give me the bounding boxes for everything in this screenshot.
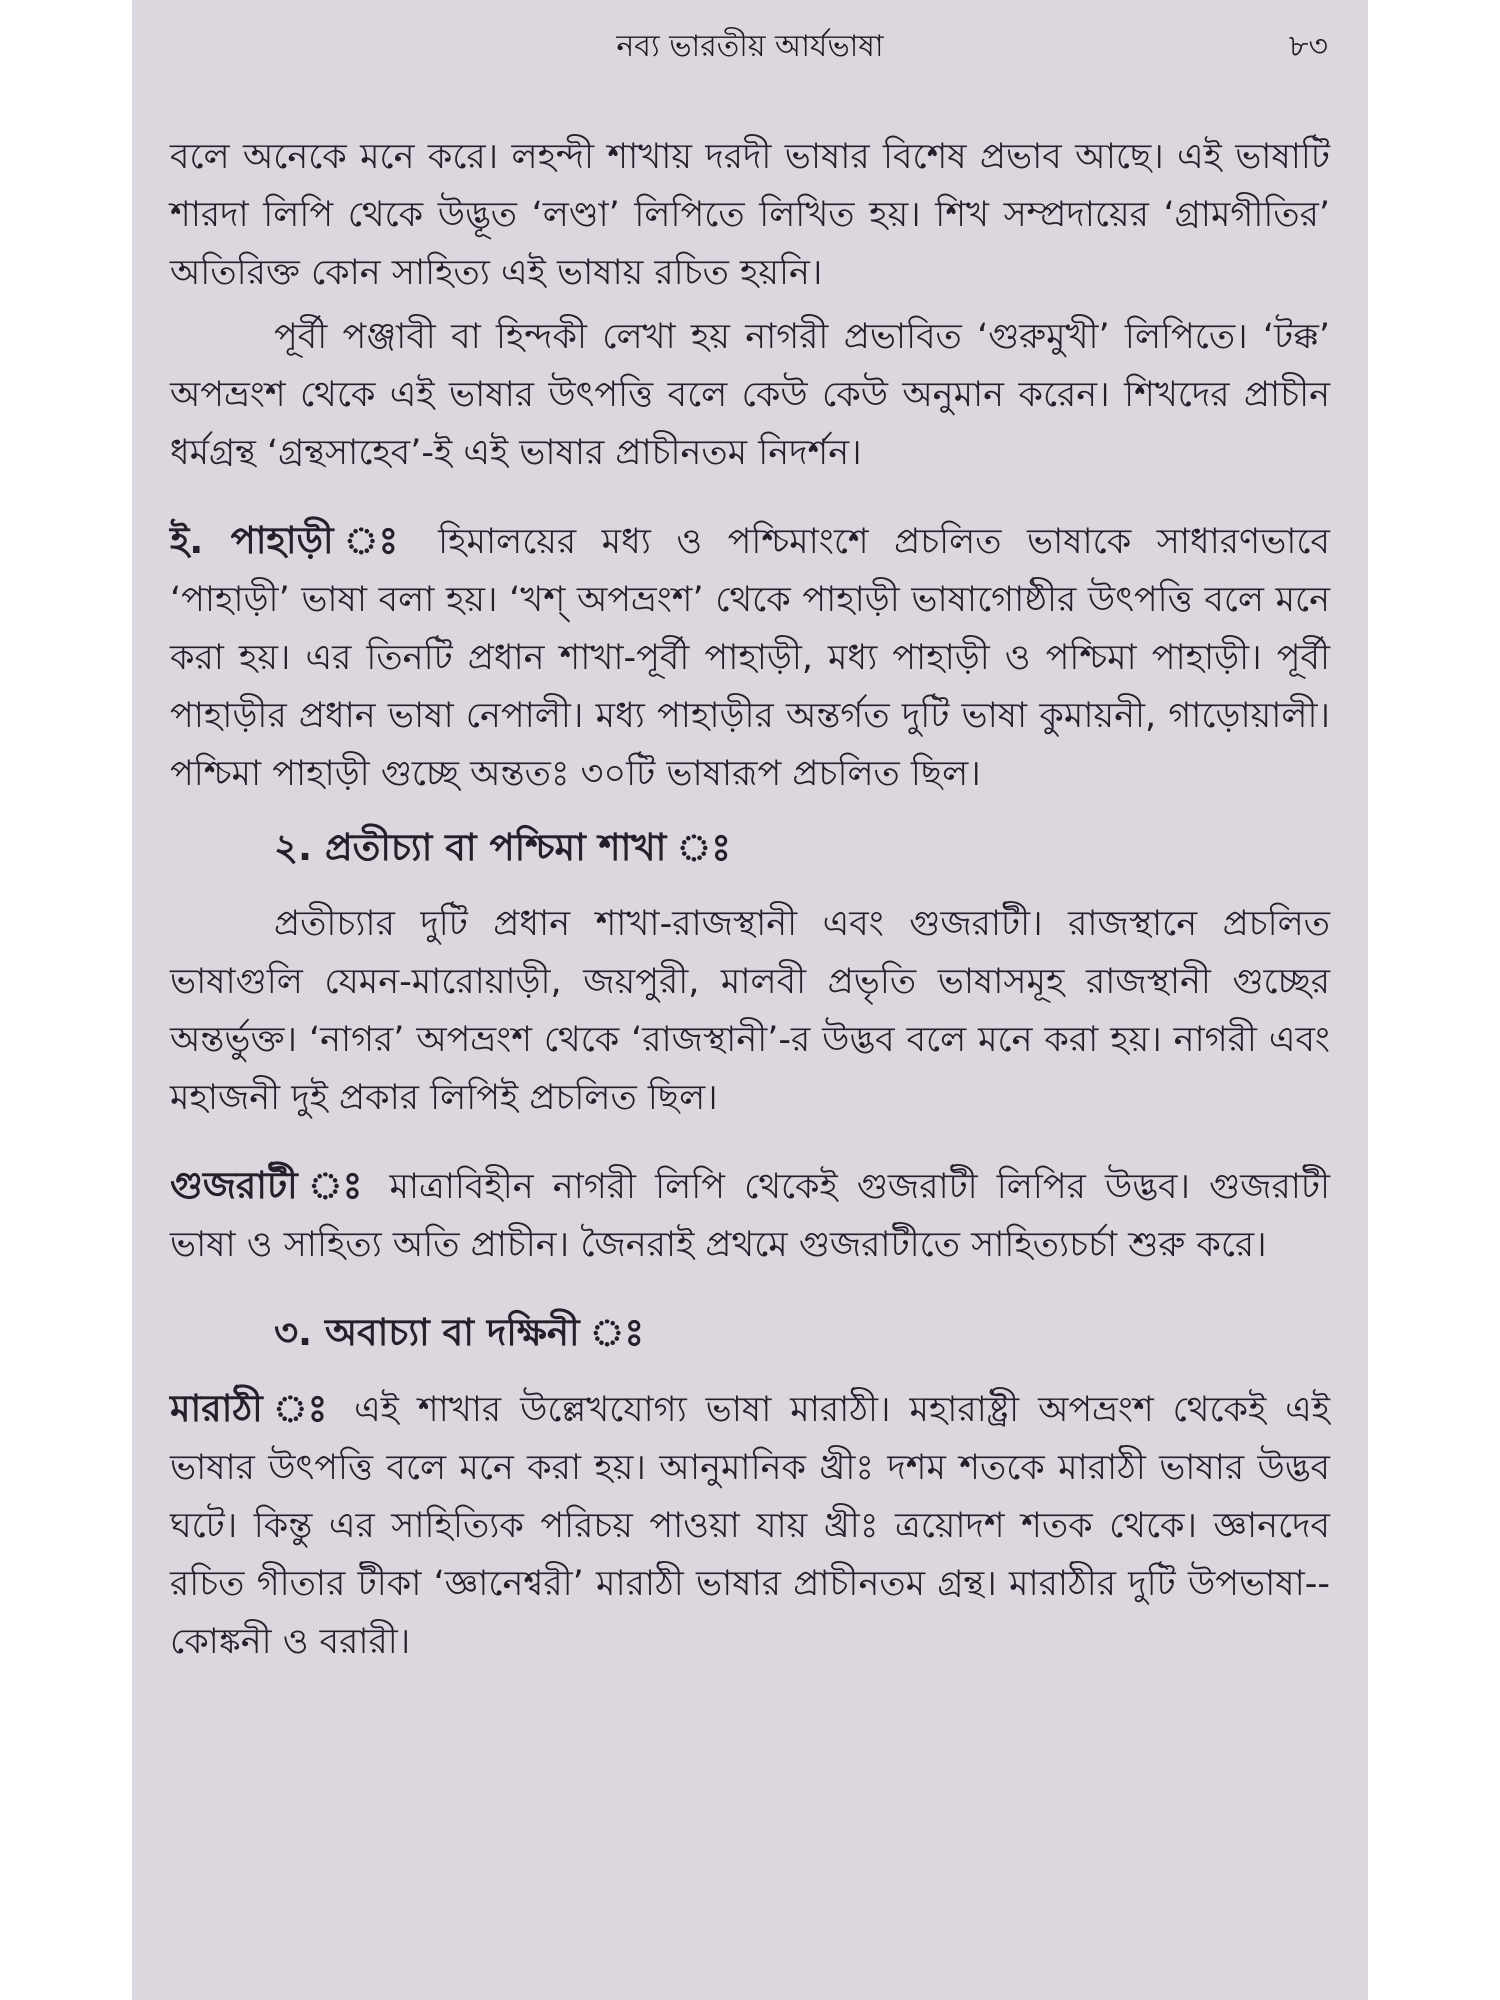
term-gujarati: গুজরাটী ঃ [170,1164,371,1207]
paragraph-pahari [170,512,1330,803]
text-marathi: এই শাখার উল্লেখযোগ্য ভাষা মারাঠী। মহারাষ্ট্রী অপভ্রংশ থেকেই এই ভাষার উৎপত্তি বলে মনে করা হয়। আনুমানিক খ্রীঃ দশম শতকে মারাঠী ভাষার উদ্ভব ঘটে। কিন্তু এর সাহিত্যিক পরিচয় পাওয়া যায় খ্রীঃ ত্রয়োদশ শতক থেকে। জ্ঞানদেব রচিত গীতার টীকা ‘জ্ঞানেশ্বরী’ মারাঠী ভাষার প্রাচীনতম গ্রন্থ। মারাঠীর দুটি উপভাষা--কোঙ্কনী ও বরারী। [170,1390,1330,1662]
section-heading-western: ২. প্রতীচ্যা বা পশ্চিমা শাখা ঃ [274,826,731,869]
page-header [132,22,1368,72]
section-heading-southern: ৩. অবাচ্যা বা দক্ষিনী ঃ [274,1311,645,1354]
paragraph-purbi-panjabi: পূর্বী পঞ্জাবী বা হিন্দকী লেখা হয় নাগরী প্রভাবিত ‘গুরুমুখী’ লিপিতে। ‘টক্ক’ অপভ্রংশ থেকে এই ভাষার উৎপত্তি বলে কেউ কেউ অনুমান করেন। শিখদের প্রাচীন ধর্মগ্রন্থ ‘গ্রন্থসাহেব’-ই এই ভাষার প্রাচীনতম নিদর্শন। [170,317,1330,473]
text-gujarati: মাত্রাবিহীন নাগরী লিপি থেকেই গুজরাটী লিপির উদ্ভব। গুজরাটী ভাষা ও সাহিত্য অতি প্রাচীন। জৈনরাই প্রথমে গুজরাটীতে সাহিত্যচর্চা শুরু করে। [170,1167,1330,1265]
paragraph-marathi [170,1380,1330,1671]
page-number: ৮৩ [1289,29,1328,64]
book-page [132,0,1368,2000]
paragraph-gujarati [170,1157,1330,1274]
paragraph-lahndi: বলে অনেকে মনে করে। লহন্দী শাখায় দরদী ভাষার বিশেষ প্রভাব আছে। এই ভাষাটি শারদা লিপি থেকে উদ্ভূত ‘লণ্ডা’ লিপিতে লিখিত হয়। শিখ সম্প্রদায়ের ‘গ্রামগীতির’ অতিরিক্ত কোন সাহিত্য এই ভাষায় রচিত হয়নি। [170,137,1330,293]
running-title: নব্য ভারতীয় আর্যভাষা [616,29,884,64]
page-body [170,128,1330,1677]
term-pahari: ই. পাহাড়ী ঃ [170,519,413,562]
text-pahari: হিমালয়ের মধ্য ও পশ্চিমাংশে প্রচলিত ভাষাকে সাধারণভাবে ‘পাহাড়ী’ ভাষা বলা হয়। ‘খশ্ অপভ্রংশ’ থেকে পাহাড়ী ভাষাগোষ্ঠীর উৎপত্তি বলে মনে করা হয়। এর তিনটি প্রধান শাখা-পূর্বী পাহাড়ী, মধ্য পাহাড়ী ও পশ্চিমা পাহাড়ী। পূর্বী পাহাড়ীর প্রধান ভাষা নেপালী। মধ্য পাহাড়ীর অন্তর্গত দুটি ভাষা কুমায়নী, গাড়োয়ালী। পশ্চিমা পাহাড়ী গুচ্ছে অন্ততঃ ৩০টি ভাষারূপ প্রচলিত ছিল। [170,522,1330,794]
paragraph-rajasthani: প্রতীচ্যার দুটি প্রধান শাখা-রাজস্থানী এবং গুজরাটী। রাজস্থানে প্রচলিত ভাষাগুলি যেমন-মারোয়াড়ী, জয়পুরী, মালবী প্রভৃতি ভাষাসমূহ রাজস্থানী গুচ্ছের অন্তর্ভুক্ত। ‘নাগর’ অপভ্রংশ থেকে ‘রাজস্থানী’-র উদ্ভব বলে মনে করা হয়। নাগরী এবং মহাজনী দুই প্রকার লিপিই প্রচলিত ছিল। [170,904,1330,1118]
term-marathi: মারাঠী ঃ [170,1387,336,1430]
